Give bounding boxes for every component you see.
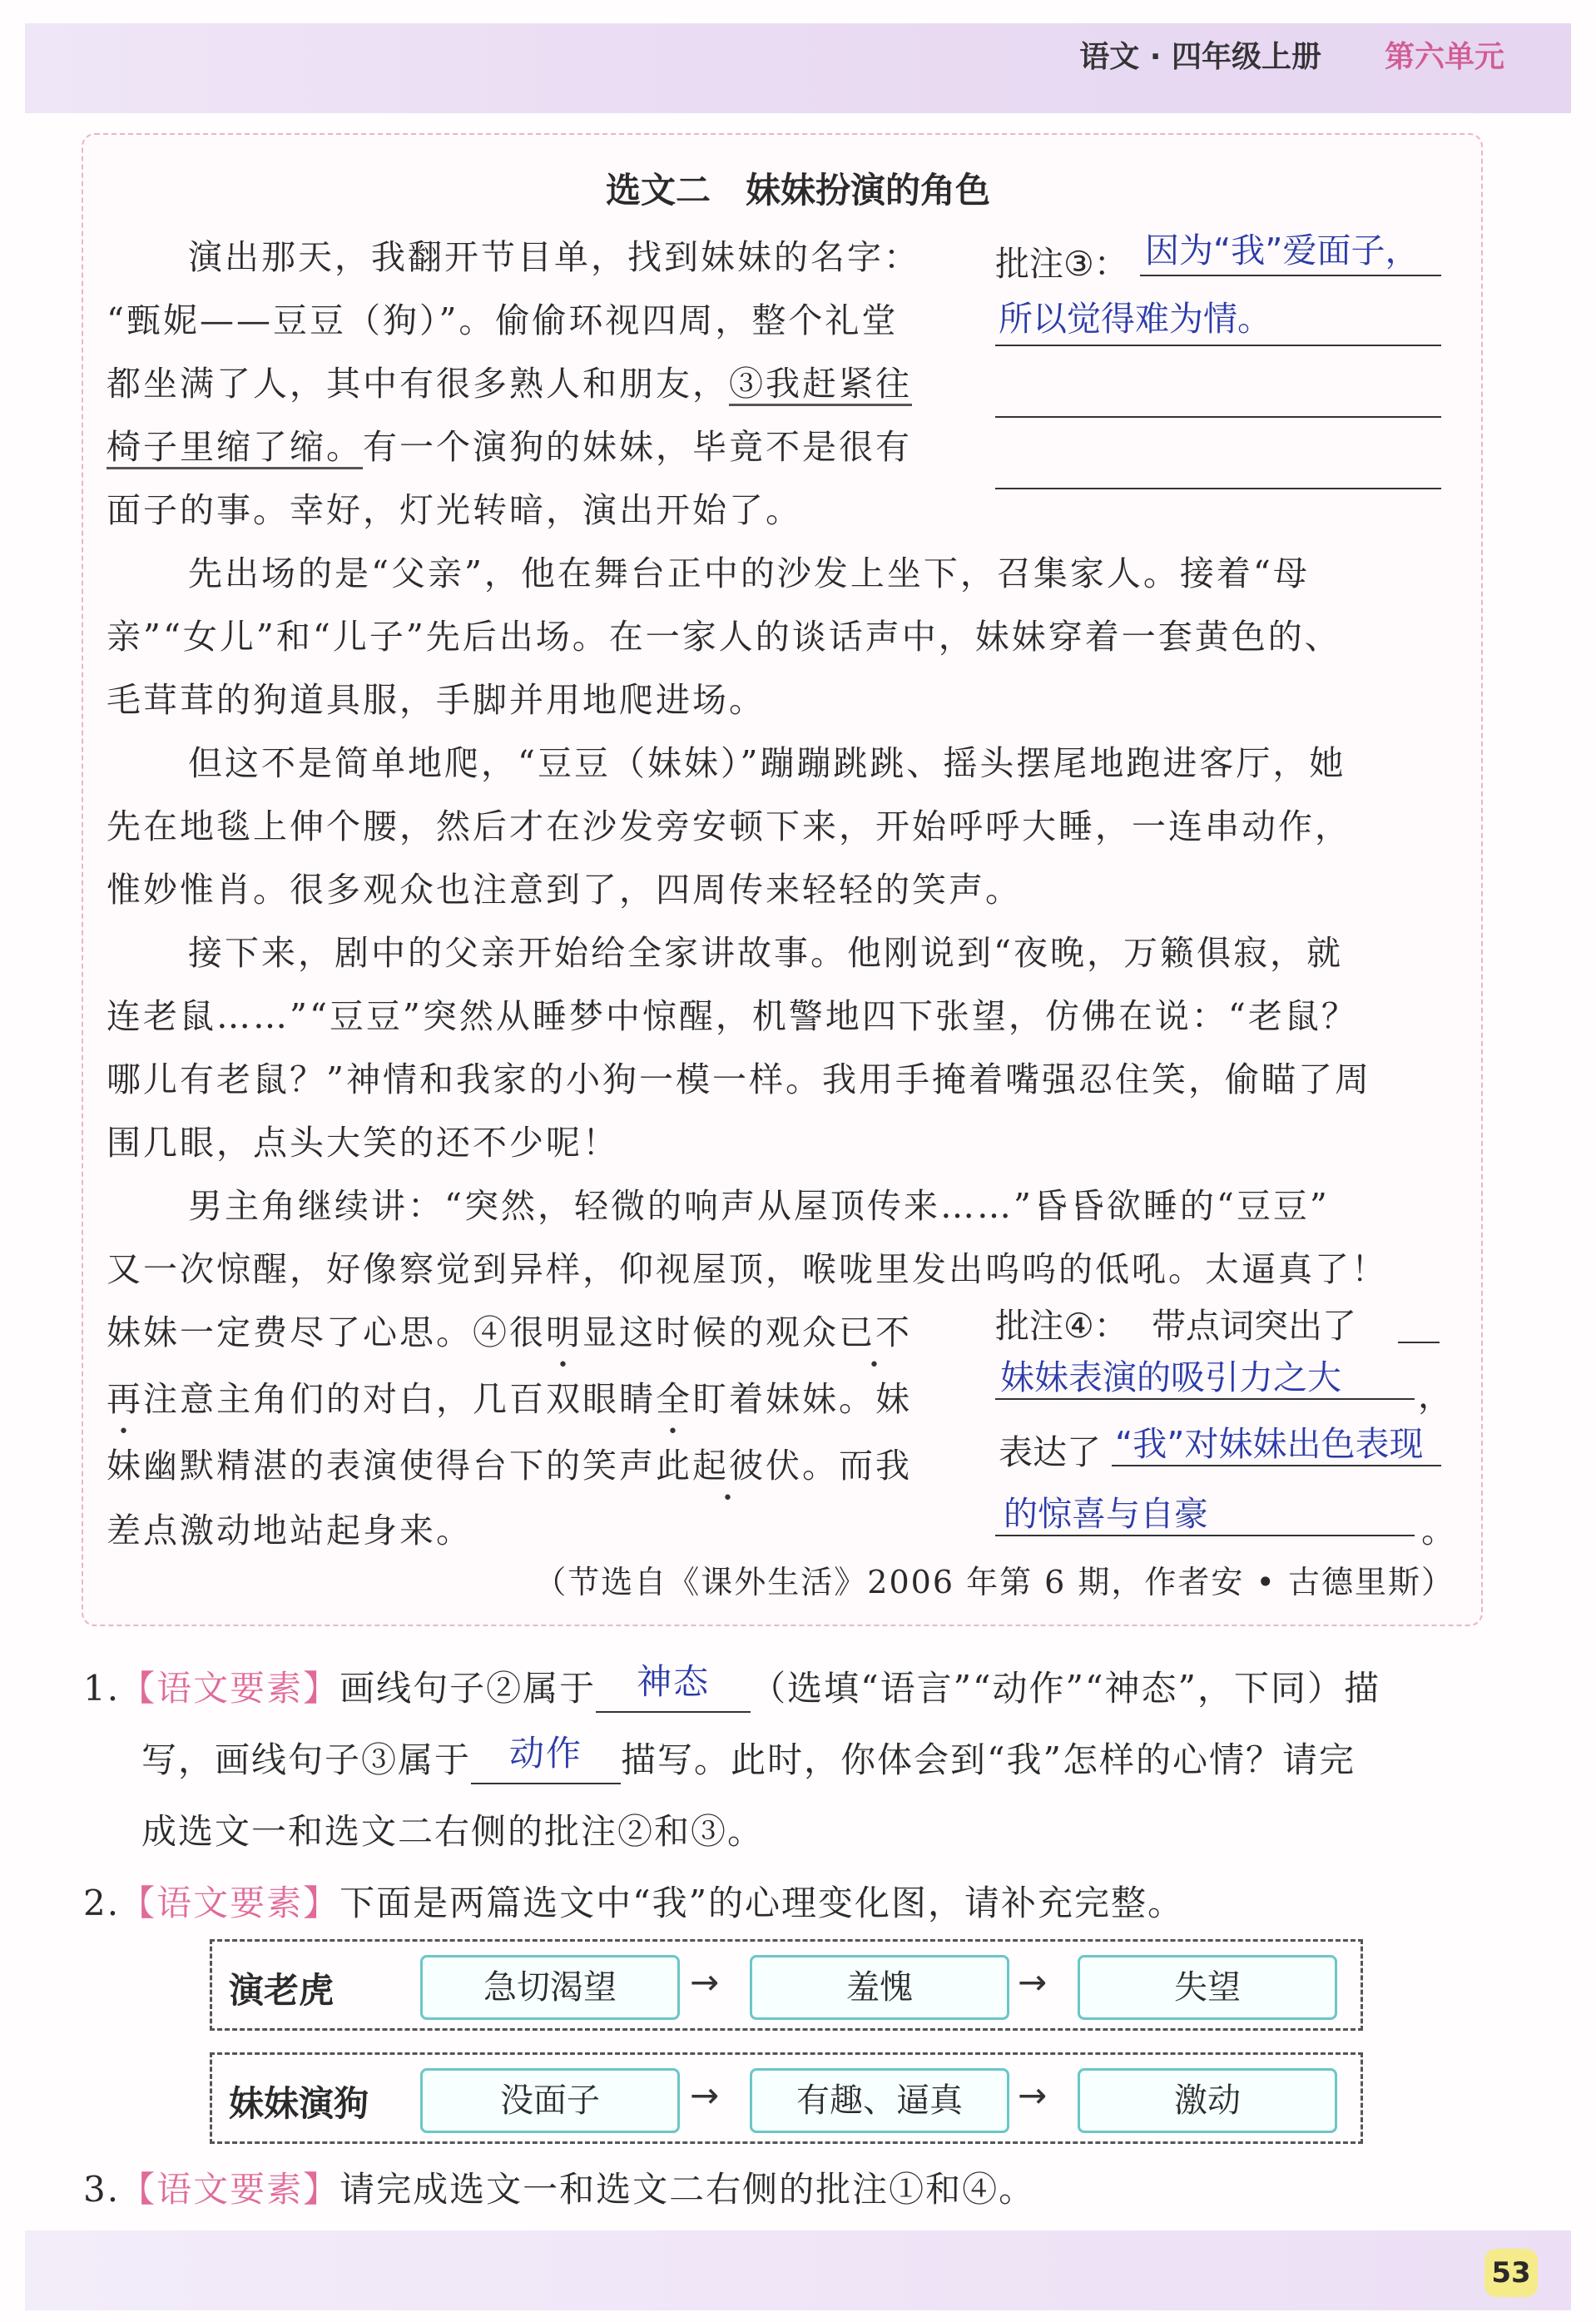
flow-box[interactable]: 羞愧 <box>750 1955 1009 2020</box>
question-text: 写，画线句子③属于 <box>141 1739 472 1780</box>
answer-blank-2[interactable] <box>471 1733 621 1784</box>
header-unit: 第六单元 <box>1384 40 1504 74</box>
note4-rule <box>995 1398 1415 1400</box>
flow-label: 演老虎 <box>229 1970 335 2011</box>
answer-blank-1[interactable] <box>596 1661 751 1713</box>
question-1-line-3: 成选文一和选文二右侧的批注②和③。 <box>141 1811 765 1852</box>
note3-rule <box>995 416 1441 418</box>
answer-1: 神态 <box>637 1661 711 1702</box>
passage-text: 妹妹一定费尽了心思。④ <box>107 1312 509 1352</box>
passage-line: 演出那天，我翻开节目单，找到妹妹的名字： <box>188 237 920 277</box>
flow-box[interactable]: 有趣、逼真 <box>750 2068 1009 2133</box>
passage-line: 面子的事。幸好，灯光转暗，演出开始了。 <box>107 490 802 530</box>
flow-box[interactable]: 失望 <box>1078 1955 1337 2020</box>
footer-banner <box>25 2230 1571 2310</box>
question-1-line-1 <box>83 1661 1380 1713</box>
note4-rule <box>1398 1342 1440 1343</box>
question-text: （选填“语言”“动作”“神态”，下同）描 <box>751 1668 1380 1709</box>
dotted-word: 很明显 <box>509 1312 619 1352</box>
note4-answer-1: 妹妹表演的吸引力之大 <box>1000 1357 1341 1397</box>
note4-comma: ， <box>1418 1376 1452 1416</box>
flow-box[interactable]: 急切渴望 <box>420 1955 680 2020</box>
note4-rule <box>995 1535 1415 1536</box>
flow-box[interactable]: 没面子 <box>420 2068 680 2133</box>
passage-line: 惟妙惟肖。很多观众也注意到了，四周传来轻轻的笑声。 <box>107 870 1022 910</box>
arrow-right-icon: → <box>690 2075 720 2116</box>
header-subject: 语文 · 四年级上册 <box>1079 40 1321 74</box>
passage-title: 选文二 妹妹扮演的角色 <box>605 170 990 211</box>
passage-line: 围几眼，点头大笑的还不少呢！ <box>107 1123 619 1163</box>
note3-answer-2: 所以觉得难为情。 <box>999 299 1271 339</box>
note3-answer-1: 因为“我”爱面子， <box>1145 231 1420 270</box>
note3-label: 批注③： <box>995 244 1128 284</box>
question-tag: 【语文要素】 <box>120 1883 340 1923</box>
note3-rule <box>1140 275 1441 276</box>
note4-answer-2: “我”对妹妹出色表现 <box>1115 1424 1424 1464</box>
passage-source: （节选自《课外生活》2006 年第 6 期，作者安 • 古德里斯） <box>534 1564 1455 1600</box>
passage-text: 妹幽默精湛的表演使得台下的笑声 <box>107 1446 656 1486</box>
passage-line <box>107 1372 912 1421</box>
passage-line: 接下来，剧中的父亲开始给全家讲故事。他刚说到“夜晚，万籁俱寂，就 <box>188 933 1343 973</box>
note4-rule <box>1112 1465 1441 1466</box>
passage-text: 这时候的观众 <box>619 1312 839 1352</box>
dotted-word: 再 <box>107 1379 143 1419</box>
question-text: 画线句子②属于 <box>340 1668 597 1709</box>
flow-label: 妹妹演狗 <box>229 2083 369 2124</box>
question-text: 请完成选文一和选文二右侧的批注①和④。 <box>340 2169 1036 2210</box>
dotted-word: 全 <box>656 1379 692 1419</box>
question-number: 3. <box>83 2169 121 2210</box>
note4-answer-3: 的惊喜与自豪 <box>1004 1494 1208 1534</box>
underlined-sentence-3: ③我赶紧往 <box>729 364 912 406</box>
question-3 <box>83 2162 1035 2212</box>
dotted-word: 此起彼伏 <box>656 1446 802 1486</box>
arrow-right-icon: → <box>690 1962 720 2002</box>
passage-line: 亲”“女儿”和“儿子”先后出场。在一家人的谈话声中，妹妹穿着一套黄色的、 <box>107 617 1341 657</box>
note4-text-2: 表达了 <box>999 1432 1101 1472</box>
passage-line <box>107 1438 912 1487</box>
passage-line: “甄妮——豆豆（狗）”。偷偷环视四周，整个礼堂 <box>107 300 899 340</box>
question-number: 1. <box>83 1668 121 1709</box>
note4-text-1: 带点词突出了 <box>1152 1306 1356 1346</box>
flow-row-dog <box>210 2052 1363 2144</box>
header-banner <box>25 23 1571 113</box>
question-text: 下面是两篇选文中“我”的心理变化图，请补充完整。 <box>340 1883 1185 1923</box>
note3-rule <box>995 345 1441 346</box>
answer-2: 动作 <box>509 1733 583 1774</box>
passage-line: 连老鼠……”“豆豆”突然从睡梦中惊醒，机警地四下张望，仿佛在说：“老鼠？ <box>107 996 1358 1036</box>
flow-row-tiger <box>210 1939 1363 2031</box>
passage-line <box>107 1305 912 1354</box>
question-tag: 【语文要素】 <box>120 1668 340 1709</box>
passage-line: 男主角继续讲：“突然，轻微的响声从屋顶传来……”昏昏欲睡的“豆豆” <box>188 1186 1330 1226</box>
passage-line: 差点激动地站起身来。 <box>107 1511 473 1550</box>
note3-rule <box>995 488 1441 489</box>
passage-text: 注意主角们的对白，几百双眼睛 <box>143 1379 656 1419</box>
passage-line: 先出场的是“父亲”，他在舞台正中的沙发上坐下，召集家人。接着“母 <box>188 553 1310 593</box>
passage-line: 又一次惊醒，好像察觉到异样，仰视屋顶，喉咙里发出呜呜的低吼。太逼真了！ <box>107 1249 1388 1289</box>
question-tag: 【语文要素】 <box>120 2169 340 2210</box>
passage-line: 但这不是简单地爬，“豆豆（妹妹）”蹦蹦跳跳、摇头摆尾地跑进客厅，她 <box>188 743 1346 783</box>
arrow-right-icon: → <box>1018 2075 1048 2116</box>
passage-line <box>107 419 912 469</box>
question-2 <box>83 1876 1184 1926</box>
passage-line: 毛茸茸的狗道具服，手脚并用地爬进场。 <box>107 680 766 720</box>
passage-line <box>107 356 912 405</box>
passage-text: 。而我 <box>802 1446 912 1486</box>
question-text: 描写。此时，你体会到“我”怎样的心情？请完 <box>621 1739 1356 1780</box>
question-number: 2. <box>83 1883 121 1923</box>
passage-text: 有一个演狗的妹妹，毕竟不是很有 <box>363 427 912 467</box>
passage-text: 盯着妹妹。妹 <box>692 1379 912 1419</box>
underlined-sentence-3-cont: 椅子里缩了缩。 <box>107 427 363 469</box>
passage-line: 哪儿有老鼠？”神情和我家的小狗一模一样。我用手掩着嘴强忍住笑，偷瞄了周 <box>107 1059 1371 1099</box>
flow-box[interactable]: 激动 <box>1078 2068 1337 2133</box>
passage-text: 都坐满了人，其中有很多熟人和朋友， <box>107 364 729 404</box>
arrow-right-icon: → <box>1018 1962 1048 2002</box>
note4-label: 批注④： <box>995 1306 1128 1346</box>
passage-line: 先在地毯上伸个腰，然后才在沙发旁安顿下来，开始呼呼大睡，一连串动作， <box>107 806 1351 846</box>
page-number: 53 <box>1484 2249 1538 2297</box>
note4-period: 。 <box>1421 1511 1455 1550</box>
dotted-word: 已不 <box>839 1312 912 1352</box>
question-1-line-2 <box>141 1733 1356 1784</box>
